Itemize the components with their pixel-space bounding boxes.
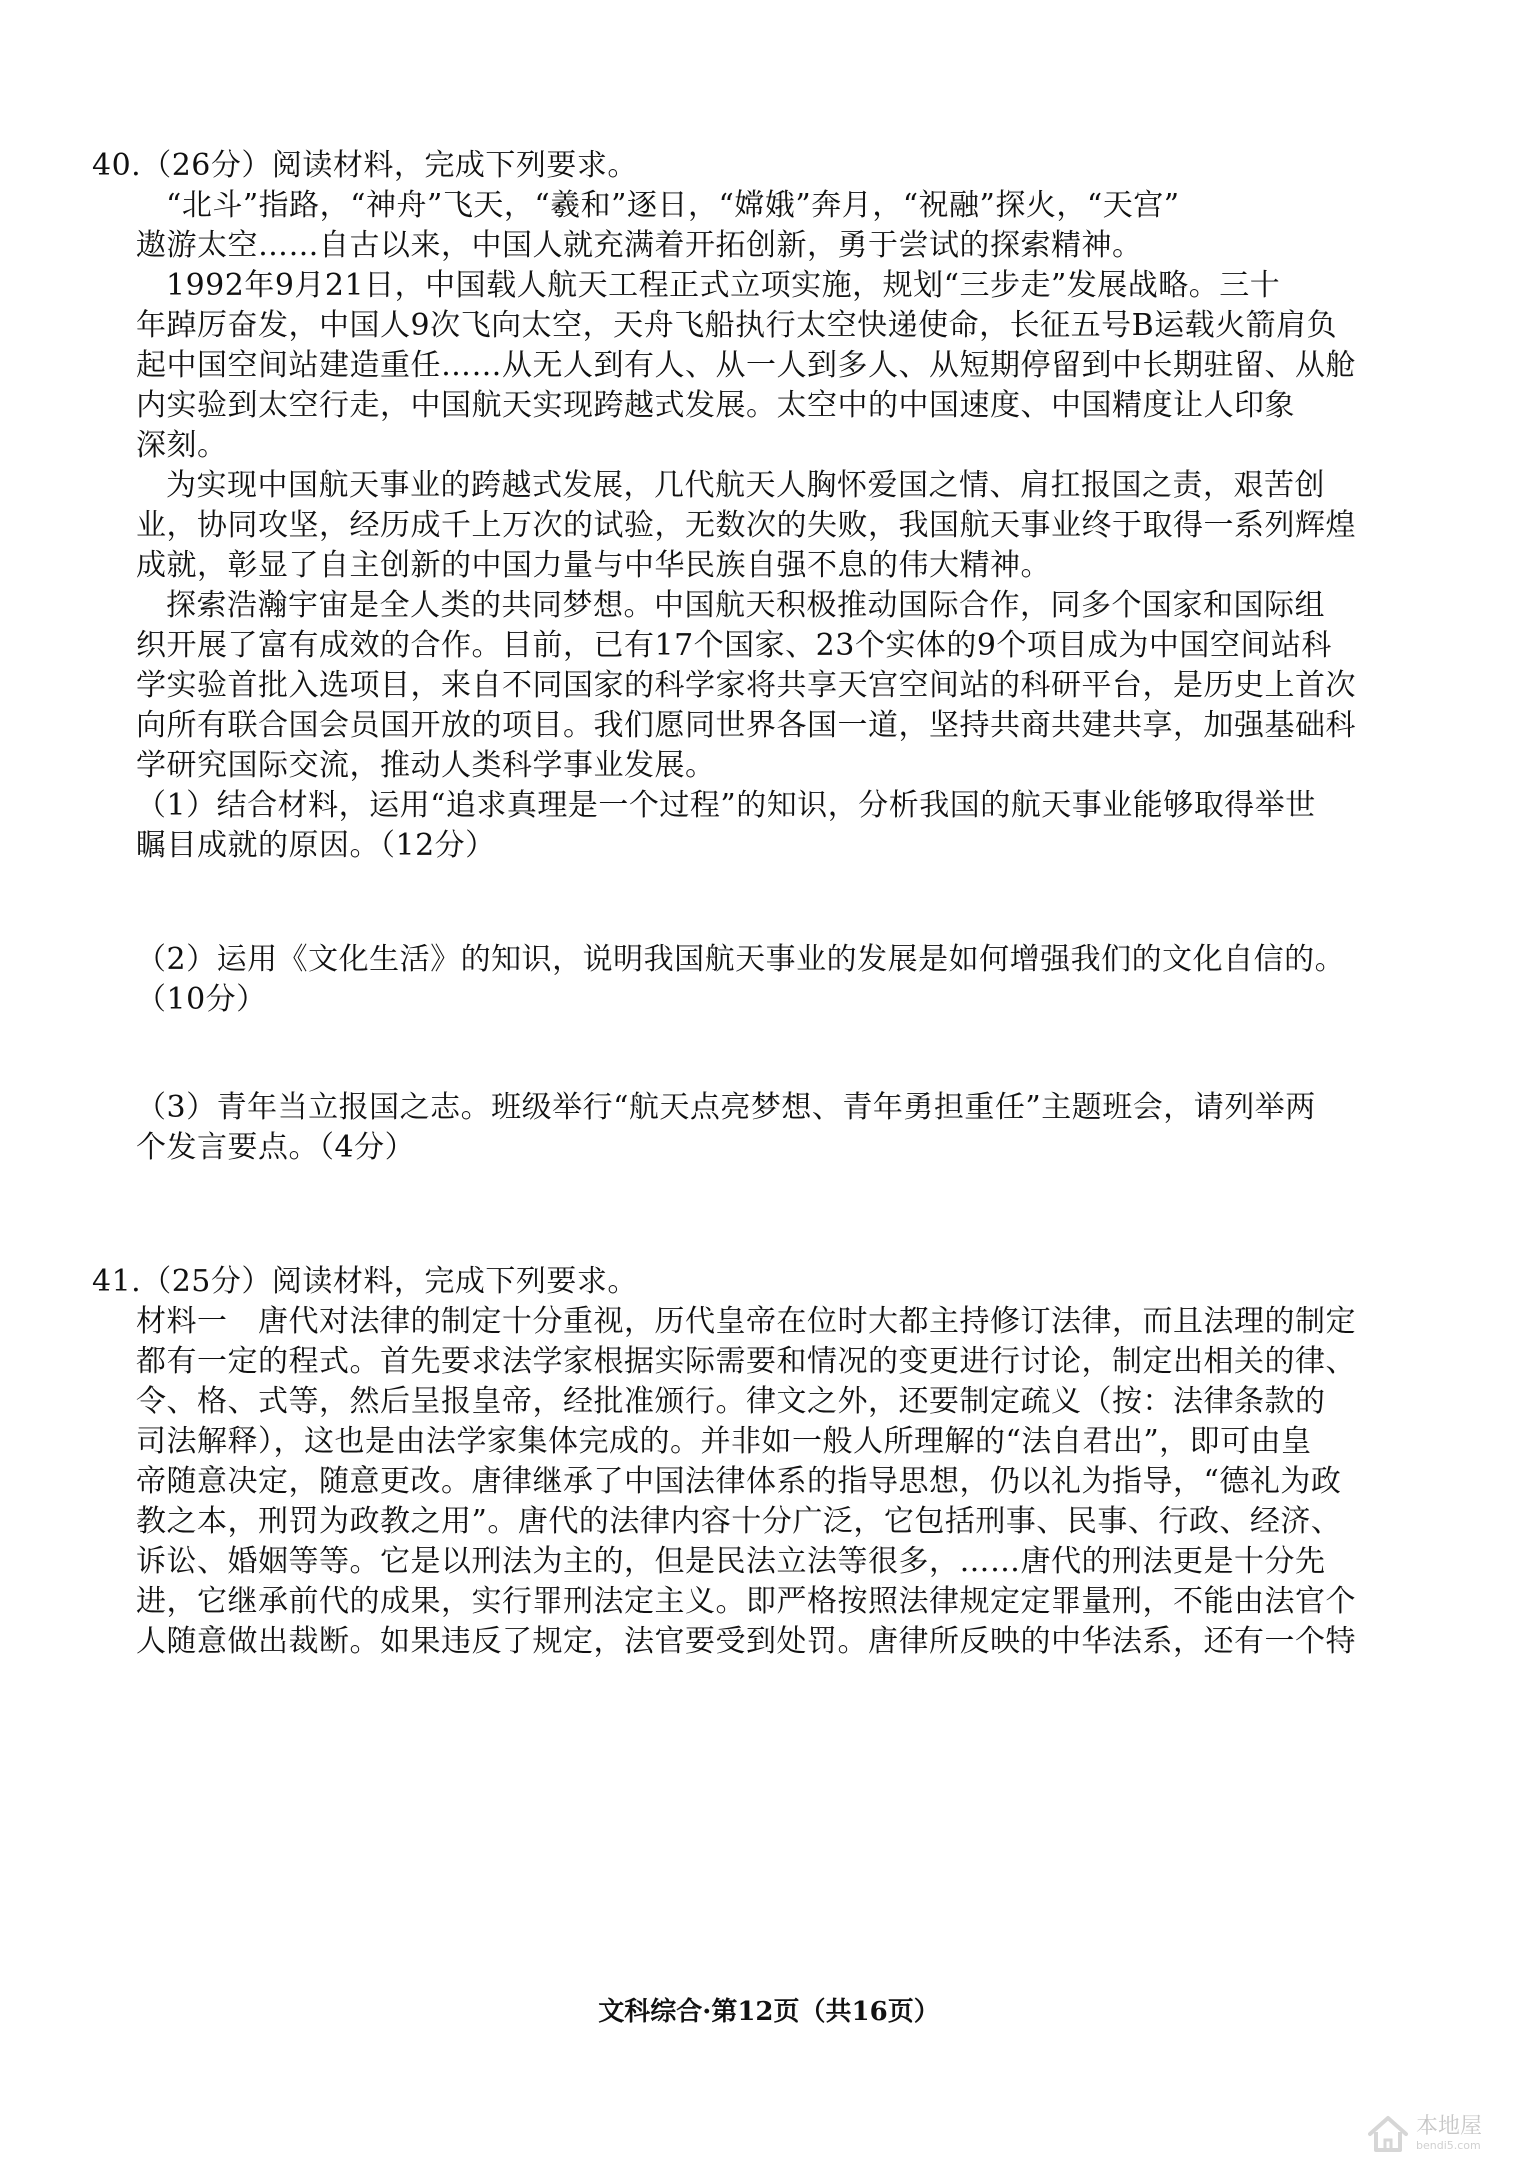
q40-material-p4-line3: 学实验首批入选项目，来自不同国家的科学家将共享天宫空间站的科研平台，是历史上首次	[136, 668, 1356, 703]
q40-material-p2-line5: 深刻。	[136, 428, 228, 463]
site-watermark	[1366, 2112, 1516, 2156]
q40-sub-question-2-line1: （2）运用《文化生活》的知识，说明我国航天事业的发展是如何增强我们的文化自信的。	[136, 942, 1346, 977]
question-40-header: 40.（26分）阅读材料，完成下列要求。	[92, 148, 638, 183]
q40-sub-question-1-line2: 瞩目成就的原因。（12分）	[136, 828, 496, 863]
q41-material-1-line3: 令、格、式等，然后呈报皇帝，经批准颁行。律文之外，还要制定疏义（按：法律条款的	[136, 1384, 1326, 1419]
q40-material-p2-line1: 1992年9月21日，中国载人航天工程正式立项实施，规划“三步走”发展战略。三十	[166, 268, 1281, 303]
q40-material-p1-line1: “北斗”指路，“神舟”飞天，“羲和”逐日，“嫦娥”奔月，“祝融”探火，“天宫”	[166, 188, 1180, 223]
q40-material-p3-line2: 业，协同攻坚，经历成千上万次的试验，无数次的失败，我国航天事业终于取得一系列辉煌	[136, 508, 1356, 543]
watermark-url: bendi5.com	[1416, 2139, 1481, 2152]
q41-material-1-line5: 帝随意决定，随意更改。唐律继承了中国法律体系的指导思想，仍以礼为指导，“德礼为政	[136, 1464, 1342, 1499]
q41-material-1-line1: 材料一 唐代对法律的制定十分重视，历代皇帝在位时大都主持修订法律，而且法理的制定	[136, 1304, 1356, 1339]
q41-material-1-line6: 教之本，刑罚为政教之用”。唐代的法律内容十分广泛，它包括刑事、民事、行政、经济、	[136, 1504, 1342, 1539]
q41-material-1-line9: 人随意做出裁断。如果违反了规定，法官要受到处罚。唐律所反映的中华法系，还有一个特	[136, 1624, 1356, 1659]
q41-material-1-line8: 进，它继承前代的成果，实行罪刑法定主义。即严格按照法律规定定罪量刑，不能由法官个	[136, 1584, 1356, 1619]
question-41-header: 41.（25分）阅读材料，完成下列要求。	[92, 1264, 638, 1299]
q40-material-p4-line4: 向所有联合国会员国开放的项目。我们愿同世界各国一道，坚持共商共建共享，加强基础科	[136, 708, 1356, 743]
q41-material-1-line7: 诉讼、婚姻等等。它是以刑法为主的，但是民法立法等很多，……唐代的刑法更是十分先	[136, 1544, 1326, 1579]
q40-material-p2-line4: 内实验到太空行走，中国航天实现跨越式发展。太空中的中国速度、中国精度让人印象	[136, 388, 1295, 423]
q40-material-p4-line2: 织开展了富有成效的合作。目前，已有17个国家、23个实体的9个项目成为中国空间站科	[136, 628, 1332, 663]
q40-sub-question-2-line2: （10分）	[136, 982, 267, 1017]
q40-sub-question-1-line1: （1）结合材料，运用“追求真理是一个过程”的知识，分析我国的航天事业能够取得举世	[136, 788, 1316, 823]
q40-material-p1-line2: 遨游太空……自古以来，中国人就充满着开拓创新，勇于尝试的探索精神。	[136, 228, 1143, 263]
q40-material-p4-line5: 学研究国际交流，推动人类科学事业发展。	[136, 748, 716, 783]
q40-material-p3-line3: 成就，彰显了自主创新的中国力量与中华民族自强不息的伟大精神。	[136, 548, 1051, 583]
watermark-title: 本地屋	[1416, 2114, 1483, 2139]
house-icon	[1366, 2112, 1410, 2156]
q40-material-p4-line1: 探索浩瀚宇宙是全人类的共同梦想。中国航天积极推动国际合作，同多个国家和国际组	[166, 588, 1325, 623]
q40-sub-question-3-line1: （3）青年当立报国之志。班级举行“航天点亮梦想、青年勇担重任”主题班会，请列举两	[136, 1090, 1316, 1125]
q40-material-p2-line2: 年踔厉奋发，中国人9次飞向太空，天舟飞船执行太空快递使命，长征五号B运载火箭肩负	[136, 308, 1338, 343]
q41-material-1-line2: 都有一定的程式。首先要求法学家根据实际需要和情况的变更进行讨论，制定出相关的律、	[136, 1344, 1356, 1379]
q40-material-p2-line3: 起中国空间站建造重任……从无人到有人、从一人到多人、从短期停留到中长期驻留、从舱	[136, 348, 1356, 383]
q41-material-1-line4: 司法解释），这也是由法学家集体完成的。并非如一般人所理解的“法自君出”，即可由皇	[136, 1424, 1312, 1459]
page-footer: 文科综合·第12页（共16页）	[598, 1997, 940, 2027]
q40-sub-question-3-line2: 个发言要点。（4分）	[136, 1130, 416, 1165]
q40-material-p3-line1: 为实现中国航天事业的跨越式发展，几代航天人胸怀爱国之情、肩扛报国之责，艰苦创	[166, 468, 1325, 503]
